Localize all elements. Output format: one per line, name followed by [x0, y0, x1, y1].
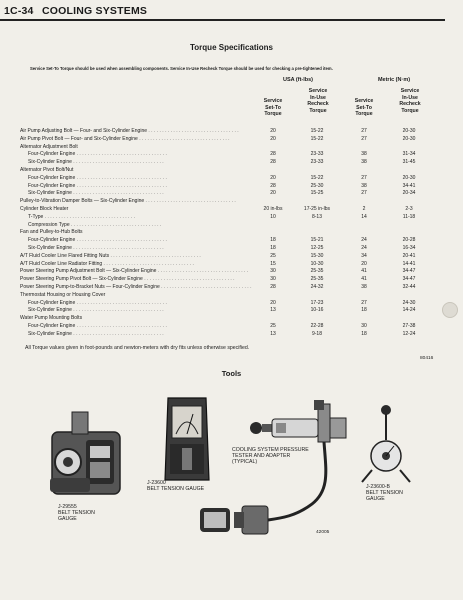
row-value: 34: [361, 252, 367, 259]
caption-j23600b: J-23600-B BELT TENSION GAUGE: [366, 484, 403, 502]
row-label: Six-Cylinder Engine . . .: [28, 159, 164, 166]
figure-number-tools: 42005: [316, 530, 330, 535]
row-label: A/T Fluid Cooler Line Radiator Fitting . . .: [20, 261, 194, 268]
row-value: 20-30: [402, 174, 416, 181]
row-label: Water Pump Mounting Bolts: [20, 315, 83, 322]
row-label: Six-Cylinder Engine . . .: [28, 331, 164, 338]
row-label: T-Type . . .: [28, 214, 135, 221]
section-title: COOLING SYSTEMS: [42, 5, 148, 17]
row-value: 24: [361, 237, 367, 244]
row-value: 10-16: [310, 307, 324, 314]
page-code: 1C-34: [4, 5, 34, 17]
row-value: 15-30: [310, 252, 324, 259]
row-value: 20-30: [402, 128, 416, 134]
row-value: 18: [270, 245, 276, 251]
row-value: 31-45: [402, 159, 416, 166]
caption-j23600: J-23600 BELT TENSION GAUGE: [147, 480, 205, 492]
row-value: 15-25: [310, 190, 324, 197]
row-value: 17-25 in-lbs: [303, 206, 331, 212]
row-value: 28: [270, 151, 276, 158]
row-label: Fan and Pulley-to-Hub Bolts: [20, 229, 83, 236]
row-value: 18: [361, 307, 367, 314]
row-value: 20-30: [402, 135, 416, 142]
row-value: 27: [361, 174, 367, 181]
pressure-tester-illustration: [200, 400, 346, 534]
row-value: 20-41: [402, 252, 416, 259]
row-value: 17-23: [310, 299, 324, 306]
row-label: Four-Cylinder Engine . . .: [28, 175, 167, 182]
row-value: 20: [270, 135, 276, 142]
row-value: 14: [361, 213, 367, 220]
row-value: 31-34: [402, 151, 416, 158]
row-label: Compression Type . . .: [28, 222, 161, 229]
row-value: 41: [361, 276, 367, 283]
row-value: 20-28: [402, 237, 416, 244]
row-value: 34-47: [402, 276, 416, 283]
torque-spec-title: Torque Specifications: [190, 43, 273, 52]
row-label: Cylinder Block Heater: [20, 206, 69, 212]
row-value: 25-30: [310, 182, 324, 189]
row-value: 20 in-lbs: [263, 206, 283, 212]
row-label: Six-Cylinder Engine . . .: [28, 190, 164, 197]
row-value: 16-34: [402, 245, 416, 251]
row-value: 27: [361, 299, 367, 306]
row-label: Pulley-to-Vibration Damper Bolts — Six-Cylinder Engine . . .: [20, 198, 236, 205]
row-label: Four-Cylinder Engine . . .: [28, 300, 167, 307]
row-value: 18: [270, 237, 276, 244]
row-value: 14-41: [402, 260, 416, 267]
row-value: 10-30: [310, 260, 324, 267]
caption-pressure-tester: COOLING SYSTEM PRESSURE TESTER AND ADAPTER (TYPICAL): [232, 447, 309, 465]
row-value: 13: [270, 307, 276, 314]
row-value: 20: [361, 260, 367, 267]
row-value: 23-33: [310, 151, 324, 158]
row-value: 34-41: [402, 182, 416, 189]
row-value: 28: [270, 159, 276, 166]
row-label: Power Steering Pump Adjustment Bolt — Six-Cylinder Engine . . .: [20, 268, 248, 275]
row-value: 9-18: [311, 330, 322, 337]
row-value: 11-18: [402, 213, 416, 220]
row-value: 20: [270, 128, 276, 134]
row-value: 20: [270, 299, 276, 306]
row-value: 38: [361, 284, 367, 290]
row-value: 8-13: [311, 213, 322, 220]
row-value: 25: [270, 252, 276, 259]
caption-j29555: J-29555 BELT TENSION GAUGE: [58, 504, 95, 522]
row-label: Four-Cylinder Engine . . .: [28, 151, 167, 158]
column-header: Service In-Use Recheck Torque: [399, 88, 421, 114]
row-value: 18: [361, 330, 367, 337]
row-value: 27: [361, 128, 367, 134]
row-label: Six-Cylinder Engine . . .: [28, 307, 164, 314]
row-value: 15-21: [310, 237, 324, 244]
row-label: Thermostat Housing or Housing Cover: [20, 291, 106, 298]
row-value: 34-47: [402, 268, 416, 275]
row-value: 2: [362, 206, 366, 212]
metric-group-header: Metric (N·m): [377, 77, 411, 83]
column-header: Service Set-To Torque: [263, 98, 283, 117]
row-label: Four-Cylinder Engine . . .: [28, 237, 167, 244]
row-value: 30: [361, 323, 367, 329]
row-label: Alternator Pivot Bolt/Nut: [20, 167, 74, 173]
row-value: 30: [270, 268, 276, 275]
column-header: Service Set-To Torque: [354, 98, 374, 117]
row-value: 41: [361, 268, 367, 275]
row-value: 32-44: [402, 284, 416, 290]
row-value: 12-25: [310, 245, 324, 251]
row-value: 38: [361, 182, 367, 189]
row-value: 13: [270, 330, 276, 337]
row-value: 38: [361, 159, 367, 166]
row-value: 24-30: [402, 299, 416, 306]
usa-group-header: USA (ft-lbs): [282, 77, 314, 83]
torque-intro-text: Service Set-To Torque should be used when assembling components. Service In-Use Recheck Torque should be used for checking a pre-tightened item.: [30, 66, 333, 71]
row-value: 10: [270, 213, 276, 220]
row-value: 23-33: [310, 159, 324, 166]
row-value: 27: [361, 135, 367, 142]
row-value: 27-38: [402, 323, 416, 329]
row-value: 15-22: [310, 174, 324, 181]
row-value: 24-32: [310, 284, 324, 290]
row-value: 20: [270, 190, 276, 197]
gauge-j23600-illustration: [165, 398, 209, 480]
tools-title: Tools: [221, 369, 242, 378]
row-label: Four-Cylinder Engine . . .: [28, 183, 167, 190]
row-value: 2-3: [405, 206, 413, 212]
row-value: 15: [270, 260, 276, 267]
row-value: 38: [361, 151, 367, 158]
row-label: Air Pump Pivot Bolt — Four- and Six-Cylinder Engine . . .: [20, 136, 230, 143]
row-label: Power Steering Pump-to-Bracket Nuts — Four-Cylinder Engine . . .: [20, 284, 251, 291]
row-value: 25-35: [310, 276, 324, 283]
row-value: 30: [270, 276, 276, 283]
row-value: 24: [361, 245, 367, 251]
row-value: 12-24: [402, 330, 416, 337]
row-label: Alternator Adjustment Bolt: [20, 143, 78, 150]
row-value: 28: [270, 284, 276, 290]
row-value: 20-34: [402, 190, 416, 197]
figure-number-torque: 80416: [420, 356, 434, 361]
row-value: 28: [270, 182, 276, 189]
row-value: 27: [361, 190, 367, 197]
row-value: 14-24: [402, 307, 416, 314]
row-value: 15-22: [310, 128, 324, 134]
row-label: Four-Cylinder Engine . . .: [28, 323, 167, 330]
row-value: 20: [270, 174, 276, 181]
column-header: Service In-Use Recheck Torque: [307, 88, 329, 114]
row-value: 25: [270, 323, 276, 329]
row-label: Power Steering Pump Pivot Bolt — Six-Cylinder Engine . . .: [20, 276, 235, 283]
row-label: A/T Fluid Cooler Line Flared Fitting Nuts . . .: [20, 253, 201, 260]
row-label: Air Pump Adjusting Bolt — Four- and Six-Cylinder Engine . . .: [20, 128, 239, 135]
row-value: 25-35: [310, 268, 324, 275]
row-value: 22-28: [310, 323, 324, 329]
gauge-j23600b-illustration: [362, 405, 410, 482]
gauge-j29555-illustration: [50, 412, 120, 494]
binder-punch-hole: [442, 302, 458, 318]
row-value: 15-22: [310, 135, 324, 142]
torque-footnote: All Torque values given in foot-pounds and newton-meters with dry fits unless otherwise specified.: [25, 345, 250, 351]
row-label: Six-Cylinder Engine . . .: [28, 245, 164, 252]
